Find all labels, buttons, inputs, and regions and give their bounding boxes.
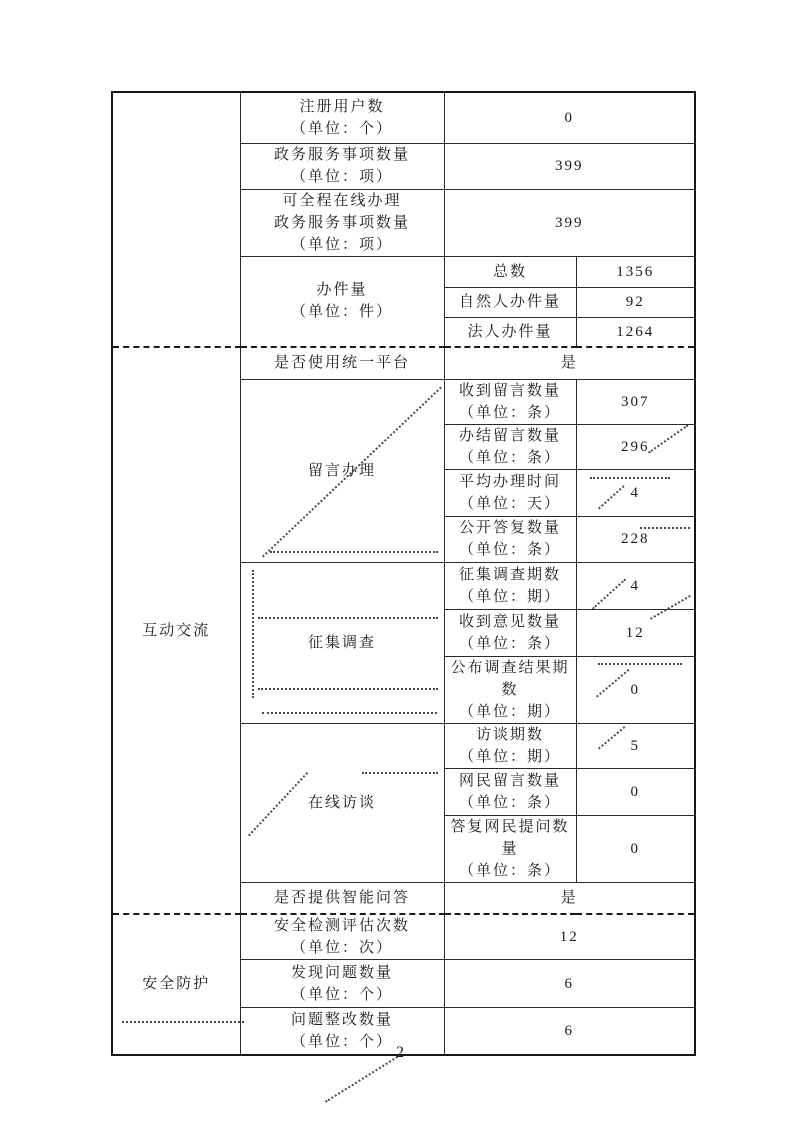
sub-item-unit: （单位：条） xyxy=(458,635,561,652)
value-cell: 228 xyxy=(576,516,695,562)
value-cell: 1356 xyxy=(576,256,695,287)
sub-item-cell xyxy=(444,723,576,768)
sub-item-cell xyxy=(444,815,576,882)
value-cell: 296 xyxy=(576,424,695,469)
item-cell xyxy=(240,1008,444,1055)
item-unit: （单位：项） xyxy=(290,236,393,253)
sub-item-unit: （单位：期） xyxy=(458,748,561,765)
value-cell: 399 xyxy=(444,189,695,256)
item-label-2: 政务服务事项数量 xyxy=(273,214,410,231)
item-label: 注册用户数 xyxy=(299,98,385,115)
item-cell xyxy=(240,143,444,189)
sub-item-cell xyxy=(444,469,576,516)
item-cell xyxy=(240,189,444,256)
sub-item-unit: （单位：期） xyxy=(458,703,561,720)
item-unit: （单位：个） xyxy=(290,120,393,137)
sub-item-cell xyxy=(444,562,576,609)
item-cell xyxy=(240,92,444,143)
value-cell: 0 xyxy=(576,656,695,723)
item-label: 发现问题数量 xyxy=(290,964,393,981)
sub-item-unit: （单位：条） xyxy=(458,794,561,811)
sub-item-unit: （单位：期） xyxy=(458,588,561,605)
sub-item-label: 答复网民提问数量 xyxy=(450,818,570,857)
category-cell-security: 安全防护 xyxy=(112,914,240,1055)
sub-item-unit: （单位：条） xyxy=(458,449,561,466)
item-cell: 征集调查 xyxy=(240,562,444,723)
sub-item-label: 办结留言数量 xyxy=(458,427,561,444)
item-cell: 是否使用统一平台 xyxy=(240,347,444,379)
item-unit: （单位：个） xyxy=(290,1033,393,1050)
value-cell: 399 xyxy=(444,143,695,189)
sub-item-label: 征集调查期数 xyxy=(458,566,561,583)
value-cell: 0 xyxy=(444,92,695,143)
item-label: 安全检测评估次数 xyxy=(273,918,410,934)
sub-item-label: 收到意见数量 xyxy=(458,613,561,630)
value-cell: 是 xyxy=(444,882,695,914)
sub-item-unit: （单位：条） xyxy=(458,862,561,879)
item-unit: （单位：个） xyxy=(290,986,393,1003)
item-unit: （单位：次） xyxy=(290,940,393,956)
sub-item-cell xyxy=(444,609,576,656)
sub-item-label: 公布调查结果期数 xyxy=(450,659,570,698)
sub-item-cell xyxy=(444,379,576,424)
value-cell: 12 xyxy=(444,914,695,960)
sub-item-cell: 总数 xyxy=(444,256,576,287)
value-cell: 6 xyxy=(444,1008,695,1055)
item-cell xyxy=(240,256,444,347)
value-cell: 5 xyxy=(576,723,695,768)
item-cell: 留言办理 xyxy=(240,379,444,562)
category-cell-interaction: 互动交流 xyxy=(112,347,240,914)
sub-item-label: 网民留言数量 xyxy=(458,772,561,789)
value-cell: 307 xyxy=(576,379,695,424)
item-label: 问题整改数量 xyxy=(290,1011,393,1028)
sub-item-cell xyxy=(444,424,576,469)
value-cell: 92 xyxy=(576,287,695,317)
sub-item-unit: （单位：条） xyxy=(458,542,561,558)
item-label: 可全程在线办理 xyxy=(282,192,402,209)
item-unit: （单位：项） xyxy=(290,169,393,185)
value-cell: 是 xyxy=(444,347,695,379)
item-cell xyxy=(240,960,444,1008)
sub-item-unit: （单位：天） xyxy=(458,495,561,512)
page-number: 2 xyxy=(396,1044,404,1061)
value-cell: 4 xyxy=(576,469,695,516)
value-cell: 6 xyxy=(444,960,695,1008)
sub-item-unit: （单位：条） xyxy=(458,404,561,421)
scan-artifact-diagonal xyxy=(325,1054,401,1102)
item-cell: 在线访谈 xyxy=(240,723,444,882)
sub-item-cell xyxy=(444,656,576,723)
item-label: 政务服务事项数量 xyxy=(273,147,410,163)
value-cell: 0 xyxy=(576,768,695,815)
sub-item-label: 访谈期数 xyxy=(475,726,544,743)
item-cell: 是否提供智能问答 xyxy=(240,882,444,914)
item-label: 办件量 xyxy=(316,282,368,299)
sub-item-label: 公开答复数量 xyxy=(458,520,561,536)
sub-item-label: 收到留言数量 xyxy=(458,382,561,399)
item-cell xyxy=(240,914,444,960)
sub-item-cell xyxy=(444,768,576,815)
sub-item-cell: 法人办件量 xyxy=(444,317,576,347)
sub-item-label: 平均办理时间 xyxy=(458,473,561,490)
item-unit: （单位：件） xyxy=(290,304,393,321)
value-cell: 1264 xyxy=(576,317,695,347)
category-cell-blank xyxy=(112,92,240,347)
value-cell: 12 xyxy=(576,609,695,656)
sub-item-cell xyxy=(444,516,576,562)
sub-item-cell: 自然人办件量 xyxy=(444,287,576,317)
report-table xyxy=(111,91,696,1056)
value-cell: 0 xyxy=(576,815,695,882)
value-cell: 4 xyxy=(576,562,695,609)
